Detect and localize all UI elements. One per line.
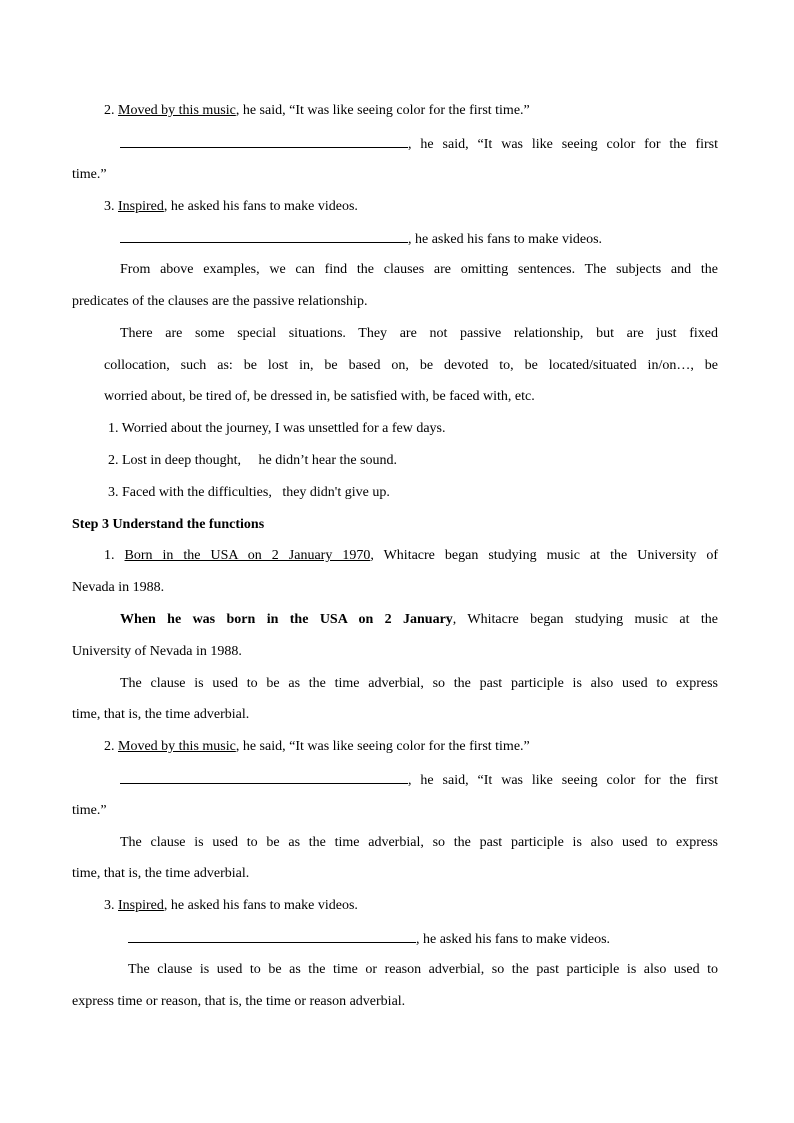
item-2-sentence <box>104 102 530 120</box>
item-2-rewrite-line <box>120 134 718 154</box>
fill-in-blank[interactable] <box>128 929 416 943</box>
sentence-rest: , he said, “It was like seeing color for the first time.” <box>235 739 530 754</box>
step3-item-3-rewrite-line <box>128 929 610 949</box>
sentence-rest: , Whitacre began studying music at the <box>452 612 718 627</box>
sentence-rest: , he said, “It was like seeing color for the first time.” <box>235 103 530 118</box>
underlined-phrase: Moved by this music <box>118 739 236 754</box>
item-number: 3. <box>104 898 115 913</box>
item-number: 2. <box>104 103 115 118</box>
item-number: 2. <box>104 739 115 754</box>
special-line: collocation, such as: be lost in, be based on, be devoted to, be located/situated in/on…, be <box>104 358 718 373</box>
wrap-line: time.” <box>72 167 107 182</box>
item-number: 1. <box>104 548 115 563</box>
fill-in-blank[interactable] <box>120 134 408 148</box>
fill-in-blank[interactable] <box>120 770 408 784</box>
wrap-line: Nevada in 1988. <box>72 580 165 595</box>
step3-item-2-sentence <box>104 738 530 756</box>
function-explanation: The clause is used to be as the time adverbial, so the past participle is also used to express <box>120 676 718 691</box>
step3-item-1-full-sentence <box>120 611 718 629</box>
underlined-phrase: Moved by this music <box>118 103 236 118</box>
sentence-rest: , he said, “It was like seeing color for the first <box>408 137 718 152</box>
example-item: 3. Faced with the difficulties, they didn't give up. <box>108 485 390 500</box>
sentence-rest: , Whitacre began studying music at the University of <box>370 548 719 563</box>
item-3-rewrite-line <box>120 229 602 249</box>
function-explanation: express time or reason, that is, the time or reason adverbial. <box>72 994 406 1009</box>
example-item: 1. Worried about the journey, I was unsettled for a few days. <box>108 421 446 436</box>
sentence-rest: , he asked his fans to make videos. <box>163 898 358 913</box>
item-number: 3. <box>104 199 115 214</box>
special-line: worried about, be tired of, be dressed in, be satisfied with, be faced with, etc. <box>104 389 535 404</box>
function-explanation: The clause is used to be as the time or reason adverbial, so the past participle is also used to <box>128 962 718 977</box>
step3-item-3-sentence <box>104 897 358 915</box>
underlined-phrase: Born in the USA on 2 January 1970 <box>124 548 371 563</box>
item-3-sentence <box>104 198 358 216</box>
sentence-rest: , he said, “It was like seeing color for the first <box>408 773 718 788</box>
fill-in-blank[interactable] <box>120 229 408 243</box>
special-line: There are some special situations. They are not passive relationship, but are just fixed <box>120 326 718 341</box>
step3-item-1-sentence <box>104 547 718 565</box>
function-explanation: time, that is, the time adverbial. <box>72 707 250 722</box>
sentence-rest: , he asked his fans to make videos. <box>408 232 603 247</box>
wrap-line: University of Nevada in 1988. <box>72 644 242 659</box>
underlined-phrase: Inspired <box>118 199 164 214</box>
bold-clause: When he was born in the USA on 2 January <box>120 612 453 627</box>
step3-item-2-rewrite-line <box>120 770 718 790</box>
wrap-line: time.” <box>72 803 107 818</box>
explanation-line: predicates of the clauses are the passive relationship. <box>72 294 368 309</box>
explanation-line: From above examples, we can find the clauses are omitting sentences. The subjects and the <box>120 262 718 277</box>
function-explanation: The clause is used to be as the time adverbial, so the past participle is also used to express <box>120 835 718 850</box>
function-explanation: time, that is, the time adverbial. <box>72 866 250 881</box>
sentence-rest: , he asked his fans to make videos. <box>163 199 358 214</box>
sentence-rest: , he asked his fans to make videos. <box>416 932 611 947</box>
section-heading: Step 3 Understand the functions <box>72 517 265 532</box>
example-item: 2. Lost in deep thought, he didn’t hear the sound. <box>108 453 398 468</box>
underlined-phrase: Inspired <box>118 898 164 913</box>
